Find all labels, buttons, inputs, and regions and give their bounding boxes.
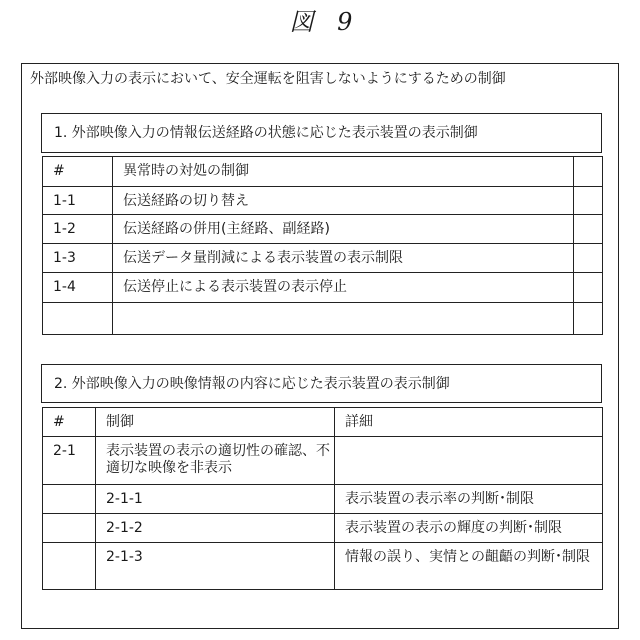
row-num: 1-4: [43, 273, 113, 303]
row-detail: 表示装置の表示の輝度の判断･制限: [335, 514, 603, 543]
table-row: [43, 244, 603, 273]
row-control: [113, 303, 574, 335]
table-row: [43, 437, 603, 485]
row-detail: 情報の誤り、実情との齟齬の判断･制限: [335, 543, 603, 590]
row-control: 伝送経路の併用(主経路、副経路): [113, 215, 574, 244]
row-extra: [574, 303, 603, 335]
row-num: [43, 303, 113, 335]
header-num: #: [43, 157, 113, 187]
table-row: [43, 215, 603, 244]
header-detail: 詳細: [335, 408, 603, 437]
figure-heading: 外部映像入力の表示において、安全運転を阻害しないようにするための制御: [30, 69, 506, 89]
row-control: 伝送停止による表示装置の表示停止: [113, 273, 574, 303]
row-extra: [574, 215, 603, 244]
row-num: [43, 514, 96, 543]
table-row: [43, 485, 603, 514]
table-header-row: [43, 157, 603, 187]
section1-title-box: [41, 113, 602, 153]
row-detail: [335, 437, 603, 485]
row-num: 1-3: [43, 244, 113, 273]
figure-frame: [21, 63, 619, 629]
row-control: 2-1-3: [96, 543, 335, 590]
header-control: 制御: [96, 408, 335, 437]
row-detail: 表示装置の表示率の判断･制限: [335, 485, 603, 514]
table-row: [43, 273, 603, 303]
table-header-row: [43, 408, 603, 437]
row-num: [43, 485, 96, 514]
row-control: 表示装置の表示の適切性の確認、不適切な映像を非表示: [96, 437, 335, 485]
row-extra: [574, 273, 603, 303]
section2-title-box: [41, 364, 602, 403]
table-row: [43, 187, 603, 215]
table-row: [43, 543, 603, 590]
row-control: 2-1-1: [96, 485, 335, 514]
table-row: [43, 514, 603, 543]
row-num: [43, 543, 96, 590]
section1-table: [42, 156, 603, 335]
section2-title: 2. 外部映像入力の映像情報の内容に応じた表示装置の表示制御: [54, 374, 450, 394]
header-control: 異常時の対処の制御: [113, 157, 574, 187]
header-extra: [574, 157, 603, 187]
table-row-empty: [43, 303, 603, 335]
row-num: 1-2: [43, 215, 113, 244]
row-extra: [574, 187, 603, 215]
section1-title: 1. 外部映像入力の情報伝送経路の状態に応じた表示装置の表示制御: [54, 123, 478, 143]
row-control: 伝送データ量削減による表示装置の表示制限: [113, 244, 574, 273]
row-control: 2-1-2: [96, 514, 335, 543]
row-extra: [574, 244, 603, 273]
row-control: 伝送経路の切り替え: [113, 187, 574, 215]
section2-table: [42, 407, 603, 590]
figure-label: 図 9: [280, 4, 370, 40]
header-num: #: [43, 408, 96, 437]
row-num: 1-1: [43, 187, 113, 215]
row-num: 2-1: [43, 437, 96, 485]
